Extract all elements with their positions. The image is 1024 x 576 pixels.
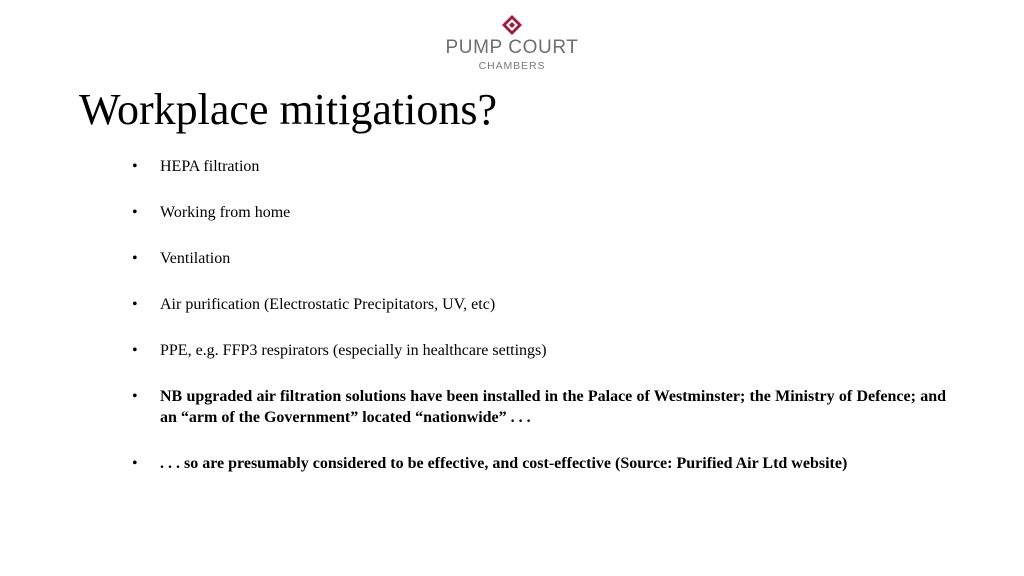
bullet-dot: • [132,455,138,472]
bullet-text: Ventilation [160,250,231,267]
bullet-item [132,202,946,223]
bullet-text: Working from home [160,204,291,221]
bullet-text: HEPA filtration [160,158,260,175]
pump-court-logo [0,14,1024,73]
bullet-dot: • [132,388,138,405]
bullet-item [132,156,946,177]
bullet-dot: • [132,204,138,221]
bullet-item [132,386,946,428]
logo-name: PUMP COURT [445,37,579,58]
diamond-logo-icon [501,14,523,36]
bullet-item [132,294,946,315]
bullet-dot: • [132,158,138,175]
bullet-text: NB upgraded air filtration solutions have been installed in the Palace of Westminster; the Ministry of Defence; and an “arm of the Government” located “nationwide” . . . [160,388,946,426]
bullet-text: PPE, e.g. FFP3 respirators (especially in healthcare settings) [160,342,547,359]
bullet-item [132,453,946,474]
bullet-dot: • [132,296,138,313]
bullet-list [132,156,946,499]
bullet-text: . . . so are presumably considered to be effective, and cost-effective (Source: Purified Air Ltd website) [160,455,848,472]
bullet-item [132,248,946,269]
slide-title: Workplace mitigations? [79,85,497,134]
logo-subtitle: CHAMBERS [478,60,546,72]
bullet-dot: • [132,250,138,267]
bullet-text: Air purification (Electrostatic Precipitators, UV, etc) [160,296,496,313]
bullet-item [132,340,946,361]
bullet-dot: • [132,342,138,359]
